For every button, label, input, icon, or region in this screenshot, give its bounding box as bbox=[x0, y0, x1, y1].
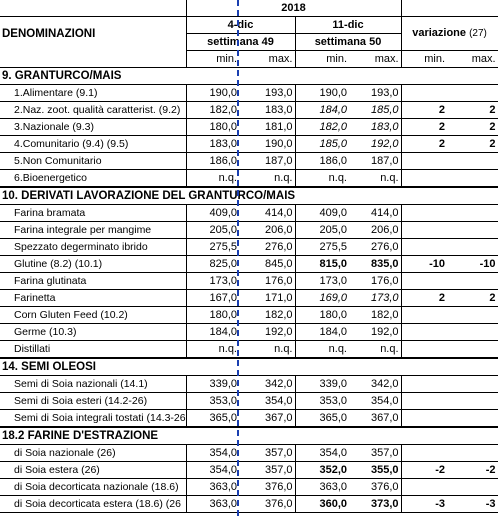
cell-value: n.q. bbox=[239, 341, 295, 359]
variazione-note: (27) bbox=[469, 28, 487, 39]
table-row bbox=[0, 239, 498, 256]
cell-value: n.q. bbox=[295, 341, 349, 359]
cell-value: n.q. bbox=[186, 170, 239, 188]
cell-value: -2 bbox=[447, 462, 498, 479]
row-label: 3.Nazionale (9.3) bbox=[0, 119, 186, 136]
cell-value bbox=[401, 239, 447, 256]
cell-value: 276,0 bbox=[239, 239, 295, 256]
cell-value: 167,0 bbox=[186, 290, 239, 307]
cell-value bbox=[401, 324, 447, 341]
section-header bbox=[0, 68, 498, 85]
table-row bbox=[0, 153, 498, 170]
section-title: 18.2 FARINE D'ESTRAZIONE bbox=[0, 427, 498, 445]
cell-value: 376,0 bbox=[239, 496, 295, 513]
cell-value bbox=[447, 273, 498, 290]
table-row bbox=[0, 376, 498, 393]
cell-value: 354,0 bbox=[349, 393, 401, 410]
table-header bbox=[0, 0, 498, 68]
cell-value: 2 bbox=[447, 290, 498, 307]
cell-value: 186,0 bbox=[295, 153, 349, 170]
table-row bbox=[0, 102, 498, 119]
cell-value: 205,0 bbox=[295, 222, 349, 239]
cell-value: 2 bbox=[447, 119, 498, 136]
variazione-header bbox=[401, 17, 498, 51]
cell-value: n.q. bbox=[186, 341, 239, 359]
table-row bbox=[0, 170, 498, 188]
cell-value: n.q. bbox=[239, 170, 295, 188]
section-title: 14. SEMI OLEOSI bbox=[0, 358, 498, 376]
row-label: Glutine (8.2) (10.1) bbox=[0, 256, 186, 273]
table-row bbox=[0, 222, 498, 239]
row-label: di Soia decorticata estera (18.6) (26 bbox=[0, 496, 186, 513]
cell-value: 192,0 bbox=[349, 136, 401, 153]
cell-value: 363,0 bbox=[186, 496, 239, 513]
dashed-guide-line bbox=[237, 0, 239, 516]
table-row bbox=[0, 462, 498, 479]
section-header bbox=[0, 427, 498, 445]
cell-value: 176,0 bbox=[349, 273, 401, 290]
cell-value: 173,0 bbox=[295, 273, 349, 290]
cell-value: 354,0 bbox=[186, 445, 239, 462]
year-header: 2018 bbox=[186, 0, 401, 17]
row-label: Germe (10.3) bbox=[0, 324, 186, 341]
cell-value: 187,0 bbox=[349, 153, 401, 170]
cell-value: 354,0 bbox=[239, 393, 295, 410]
cell-value: 367,0 bbox=[239, 410, 295, 428]
cell-value bbox=[447, 445, 498, 462]
cell-value bbox=[447, 341, 498, 359]
cell-value: 353,0 bbox=[186, 393, 239, 410]
cell-value: 193,0 bbox=[349, 85, 401, 102]
row-label: Corn Gluten Feed (10.2) bbox=[0, 307, 186, 324]
cell-value: 365,0 bbox=[295, 410, 349, 428]
cell-value bbox=[401, 410, 447, 428]
row-label: Farina integrale per mangime bbox=[0, 222, 186, 239]
cell-value: 184,0 bbox=[295, 324, 349, 341]
row-label: Semi di Soia nazionali (14.1) bbox=[0, 376, 186, 393]
cell-value bbox=[401, 445, 447, 462]
cell-value bbox=[447, 307, 498, 324]
row-label: Distillati bbox=[0, 341, 186, 359]
week1-header: settimana 49 bbox=[186, 34, 295, 51]
cell-value: 365,0 bbox=[186, 410, 239, 428]
cell-value: 182,0 bbox=[186, 102, 239, 119]
cell-value: 180,0 bbox=[295, 307, 349, 324]
cell-value: 2 bbox=[447, 136, 498, 153]
cell-value: 354,0 bbox=[295, 445, 349, 462]
table-row bbox=[0, 393, 498, 410]
cell-value: 357,0 bbox=[239, 462, 295, 479]
cell-value: 190,0 bbox=[239, 136, 295, 153]
cell-value bbox=[401, 85, 447, 102]
cell-value bbox=[401, 393, 447, 410]
cell-value: 373,0 bbox=[349, 496, 401, 513]
cell-value: 187,0 bbox=[239, 153, 295, 170]
cell-value bbox=[401, 273, 447, 290]
cell-value: 176,0 bbox=[239, 273, 295, 290]
cell-value: 184,0 bbox=[295, 102, 349, 119]
cell-value: 414,0 bbox=[239, 205, 295, 222]
cell-value bbox=[401, 222, 447, 239]
table-row bbox=[0, 307, 498, 324]
cell-value bbox=[447, 153, 498, 170]
cell-value bbox=[401, 479, 447, 496]
variazione-label: variazione bbox=[412, 27, 467, 39]
cell-value: 342,0 bbox=[239, 376, 295, 393]
cell-value bbox=[447, 205, 498, 222]
cell-value: 185,0 bbox=[295, 136, 349, 153]
cell-value: 192,0 bbox=[349, 324, 401, 341]
cell-value: -2 bbox=[401, 462, 447, 479]
cell-value: 190,0 bbox=[295, 85, 349, 102]
cell-value: 206,0 bbox=[239, 222, 295, 239]
table-row bbox=[0, 136, 498, 153]
row-label: Farina glutinata bbox=[0, 273, 186, 290]
row-label: Farina bramata bbox=[0, 205, 186, 222]
cell-value bbox=[401, 307, 447, 324]
cell-value bbox=[447, 324, 498, 341]
cell-value: 357,0 bbox=[349, 445, 401, 462]
cell-value: 414,0 bbox=[349, 205, 401, 222]
section-header bbox=[0, 358, 498, 376]
row-label: 2.Naz. zoot. qualità caratterist. (9.2) bbox=[0, 102, 186, 119]
denominazioni-header: DENOMINAZIONI bbox=[0, 17, 186, 51]
cell-value: 2 bbox=[401, 119, 447, 136]
cell-value: -3 bbox=[401, 496, 447, 513]
cell-value: 835,0 bbox=[349, 256, 401, 273]
table-row bbox=[0, 256, 498, 273]
cell-value: 185,0 bbox=[349, 102, 401, 119]
cell-value: 186,0 bbox=[186, 153, 239, 170]
cell-value: 205,0 bbox=[186, 222, 239, 239]
cell-value bbox=[401, 341, 447, 359]
row-label: Semi di Soia integrali tostati (14.3-26 bbox=[0, 410, 186, 428]
table-row bbox=[0, 324, 498, 341]
cell-value: 354,0 bbox=[186, 462, 239, 479]
cell-value: -10 bbox=[447, 256, 498, 273]
table-row bbox=[0, 85, 498, 102]
cell-value: 173,0 bbox=[186, 273, 239, 290]
cell-value: n.q. bbox=[349, 341, 401, 359]
cell-value: 180,0 bbox=[186, 307, 239, 324]
cell-value: 183,0 bbox=[239, 102, 295, 119]
cell-value: 409,0 bbox=[295, 205, 349, 222]
cell-value: 171,0 bbox=[239, 290, 295, 307]
cell-value bbox=[447, 393, 498, 410]
cell-value: 339,0 bbox=[186, 376, 239, 393]
min-header: min. bbox=[295, 51, 349, 68]
cell-value bbox=[447, 479, 498, 496]
table-row bbox=[0, 273, 498, 290]
table-body bbox=[0, 68, 498, 513]
row-label: Spezzato degerminato ibrido bbox=[0, 239, 186, 256]
cell-value: 376,0 bbox=[349, 479, 401, 496]
cell-value: 363,0 bbox=[295, 479, 349, 496]
cell-value: 183,0 bbox=[186, 136, 239, 153]
cell-value: 181,0 bbox=[239, 119, 295, 136]
cell-value: 360,0 bbox=[295, 496, 349, 513]
cell-value: 183,0 bbox=[349, 119, 401, 136]
cell-value: 173,0 bbox=[349, 290, 401, 307]
cell-value bbox=[401, 170, 447, 188]
max-header: max. bbox=[349, 51, 401, 68]
row-label: Farinetta bbox=[0, 290, 186, 307]
cell-value: 357,0 bbox=[239, 445, 295, 462]
cell-value: -3 bbox=[447, 496, 498, 513]
cell-value: 352,0 bbox=[295, 462, 349, 479]
table-row bbox=[0, 290, 498, 307]
cell-value: 363,0 bbox=[186, 479, 239, 496]
cell-value: n.q. bbox=[349, 170, 401, 188]
cell-value: 2 bbox=[401, 136, 447, 153]
row-label: di Soia decorticata nazionale (18.6) bbox=[0, 479, 186, 496]
date1-header: 4-dic bbox=[186, 17, 295, 34]
cell-value bbox=[447, 376, 498, 393]
cell-value: 275,5 bbox=[295, 239, 349, 256]
row-label: di Soia estera (26) bbox=[0, 462, 186, 479]
cell-value bbox=[447, 239, 498, 256]
cell-value: 180,0 bbox=[186, 119, 239, 136]
cell-value: 275,5 bbox=[186, 239, 239, 256]
table-row bbox=[0, 479, 498, 496]
min-header: min. bbox=[186, 51, 239, 68]
table-row bbox=[0, 341, 498, 359]
week2-header: settimana 50 bbox=[295, 34, 401, 51]
cell-value: 353,0 bbox=[295, 393, 349, 410]
cell-value: 825,0 bbox=[186, 256, 239, 273]
cell-value: 193,0 bbox=[239, 85, 295, 102]
cell-value: -10 bbox=[401, 256, 447, 273]
max-header: max. bbox=[239, 51, 295, 68]
cell-value: n.q. bbox=[295, 170, 349, 188]
section-header bbox=[0, 187, 498, 205]
row-label: 1.Alimentare (9.1) bbox=[0, 85, 186, 102]
cell-value: 182,0 bbox=[295, 119, 349, 136]
min-header: min. bbox=[401, 51, 447, 68]
table-row bbox=[0, 119, 498, 136]
cell-value: 190,0 bbox=[186, 85, 239, 102]
cell-value: 169,0 bbox=[295, 290, 349, 307]
section-title: 9. GRANTURCO/MAIS bbox=[0, 68, 498, 85]
cell-value bbox=[401, 153, 447, 170]
cell-value: 815,0 bbox=[295, 256, 349, 273]
cell-value: 367,0 bbox=[349, 410, 401, 428]
row-label: 6.Bioenergetico bbox=[0, 170, 186, 188]
table-row bbox=[0, 410, 498, 428]
cell-value: 206,0 bbox=[349, 222, 401, 239]
cell-value bbox=[447, 222, 498, 239]
cell-value: 184,0 bbox=[186, 324, 239, 341]
cell-value: 276,0 bbox=[349, 239, 401, 256]
row-label: 4.Comunitario (9.4) (9.5) bbox=[0, 136, 186, 153]
row-label: Semi di Soia esteri (14.2-26) bbox=[0, 393, 186, 410]
cell-value: 182,0 bbox=[239, 307, 295, 324]
cell-value bbox=[447, 170, 498, 188]
cell-value: 342,0 bbox=[349, 376, 401, 393]
table-row bbox=[0, 445, 498, 462]
cell-value bbox=[401, 376, 447, 393]
cell-value: 376,0 bbox=[239, 479, 295, 496]
date2-header: 11-dic bbox=[295, 17, 401, 34]
table-row bbox=[0, 205, 498, 222]
cell-value: 355,0 bbox=[349, 462, 401, 479]
cell-value: 339,0 bbox=[295, 376, 349, 393]
table-row bbox=[0, 496, 498, 513]
section-title: 10. DERIVATI LAVORAZIONE DEL GRANTURCO/MAIS bbox=[0, 187, 498, 205]
row-label: di Soia nazionale (26) bbox=[0, 445, 186, 462]
cell-value: 182,0 bbox=[349, 307, 401, 324]
cell-value bbox=[447, 85, 498, 102]
cell-value bbox=[401, 205, 447, 222]
cell-value: 845,0 bbox=[239, 256, 295, 273]
row-label: 5.Non Comunitario bbox=[0, 153, 186, 170]
max-header: max. bbox=[447, 51, 498, 68]
cell-value: 2 bbox=[401, 102, 447, 119]
cell-value: 2 bbox=[401, 290, 447, 307]
cell-value: 192,0 bbox=[239, 324, 295, 341]
cell-value: 409,0 bbox=[186, 205, 239, 222]
cell-value: 2 bbox=[447, 102, 498, 119]
cell-value bbox=[447, 410, 498, 428]
